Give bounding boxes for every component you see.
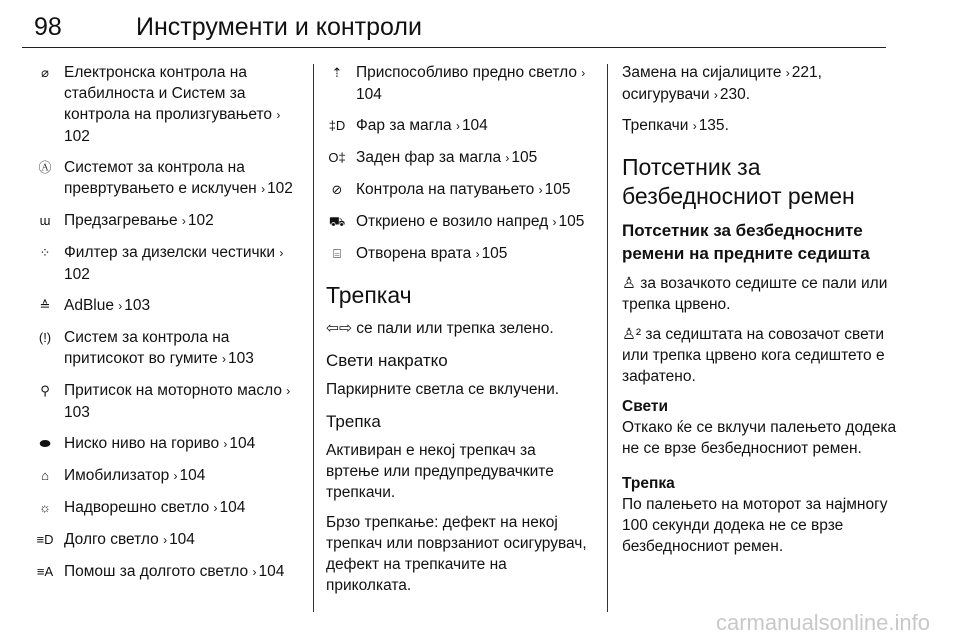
indicator-text: Систем за контрола на притисокот во гумите	[64, 329, 230, 367]
driver-seat-text: ♙ за возачкото седиште се пали или трепка црвено.	[622, 275, 888, 313]
front-seat-heading: Потсетник за безбедносните ремени на предните седишта	[622, 221, 870, 263]
low-fuel-icon: ⬬	[39, 436, 51, 451]
turn-signal-heading: Трепкач	[326, 282, 412, 308]
passenger-seat-text: ♙² за седиштата на совозачот свети или трепка црвено кога седиштето е зафатено.	[622, 326, 885, 385]
indicator-text: Надворешно светло	[64, 499, 214, 516]
indicator-text: Отворена врата	[356, 245, 476, 262]
column-3	[622, 62, 898, 566]
page-ref-icon: ›	[692, 119, 697, 133]
page-ref: 105	[558, 213, 585, 230]
page-ref: 104	[219, 499, 246, 516]
indicator-entry	[34, 62, 304, 147]
page-ref-icon: ›	[505, 151, 510, 165]
page-ref: 104	[356, 86, 382, 103]
stop-start-off-icon: Ⓐ	[38, 160, 52, 175]
adaptive-light-icon: ⇡	[331, 65, 343, 80]
indicator-text: Предзагревање	[64, 212, 182, 229]
page-ref-icon: ›	[286, 384, 291, 398]
indicator-entry	[326, 115, 588, 137]
indicator-entry	[34, 529, 304, 551]
page-ref: 104	[461, 117, 488, 134]
page-ref-icon: ›	[785, 66, 790, 80]
indicator-entry	[34, 295, 304, 317]
blinkers-ref-text: Трепкачи › 135.	[622, 115, 898, 137]
page-number: 98	[34, 13, 62, 41]
indicator-entry	[326, 62, 588, 105]
indicator-entry	[326, 211, 588, 233]
immobiliser-icon: ⌂	[41, 468, 49, 483]
indicator-list	[326, 62, 588, 265]
page-ref-icon: ›	[261, 182, 266, 196]
indicator-entry	[326, 243, 588, 265]
indicator-entry	[34, 561, 304, 583]
indicator-entry	[34, 327, 304, 370]
seatbelt-icon: ♙	[622, 275, 636, 292]
column-divider	[313, 64, 314, 612]
page-ref-icon: ›	[276, 108, 281, 122]
lit-text: Откако ќе се вклучи палењето додека не се врзе безбедносниот ремен.	[622, 419, 897, 457]
flash-heading: Трепка	[622, 475, 675, 492]
page-ref-icon: ›	[538, 183, 543, 197]
indicator-text: Заден фар за магла	[356, 149, 506, 166]
page-ref: 105	[544, 181, 571, 198]
indicator-entry	[34, 380, 304, 423]
page-ref: 103	[124, 297, 151, 314]
page-ref: 103	[64, 404, 90, 421]
indicator-entry	[34, 497, 304, 519]
turn-signal-text: ⇦⇨ се пали или трепка зелено.	[326, 320, 554, 337]
page-ref-icon: ›	[213, 501, 218, 515]
turn-signal-icon: ⇦⇨	[326, 320, 352, 337]
indicator-text: Филтер за дизелски честички	[64, 244, 280, 261]
high-beam-assist-icon: ≡A	[36, 564, 54, 579]
blink-text-1: Активиран е некој трепкач за вртење или предупредувачките трепкачи.	[326, 442, 554, 501]
page-ref-icon: ›	[222, 352, 226, 366]
adblue-icon: ≙	[39, 298, 51, 313]
indicator-text: AdBlue	[64, 297, 119, 314]
particle-filter-icon: ⁘	[39, 245, 51, 260]
page-ref-icon: ›	[475, 247, 480, 261]
lit-heading: Свети	[622, 398, 669, 415]
rear-fog-light-icon: O‡	[328, 150, 346, 165]
indicator-text: Приспособливо предно светло	[356, 64, 582, 81]
lights-text: Паркирните светла се вклучени.	[326, 381, 560, 398]
indicator-text: Системот за контрола на превртувањето е исклучен	[64, 159, 262, 197]
page-ref: 104	[169, 531, 195, 548]
page-ref-icon: ›	[252, 565, 257, 579]
page-ref-icon: ›	[581, 66, 586, 80]
page-ref-icon: ›	[279, 246, 284, 260]
indicator-text: Притисок на моторното масло	[64, 382, 287, 399]
page-title: Инструменти и контроли	[136, 13, 422, 41]
glow-plug-icon: ɯ	[39, 213, 51, 228]
cruise-control-icon: ⊘	[331, 182, 343, 197]
high-beam-icon: ≡D	[36, 532, 54, 547]
indicator-entry	[34, 210, 304, 232]
flash-text: По палењето на моторот за најмногу 100 секунди додека не се врзе безбедносниот ремен.	[622, 496, 888, 555]
seatbelt-heading: Потсетник за безбедносниот ремен	[622, 154, 855, 209]
indicator-text: Контрола на патувањето	[356, 181, 539, 198]
page-ref-icon: ›	[118, 299, 123, 313]
indicator-text: Имобилизатор	[64, 467, 174, 484]
page-ref-icon: ›	[173, 469, 178, 483]
indicator-text: Откриено е возило напред	[356, 213, 553, 230]
indicator-text: Фар за магла	[356, 117, 456, 134]
indicator-entry	[34, 157, 304, 200]
indicator-text: Долго светло	[64, 531, 164, 548]
indicator-text: Електронска контрола на стабилноста и Систем за контрола на пролизгувањето	[64, 64, 277, 123]
page-ref-icon: ›	[455, 119, 460, 133]
column-1	[34, 62, 304, 593]
page-ref-icon: ›	[713, 88, 718, 102]
seatbelt-passenger-icon: ♙²	[622, 326, 642, 343]
vehicle-ahead-icon: ⛟	[328, 214, 346, 229]
bulb-replacement-text: Замена на сијалиците › 221, осигурувачи › 230.	[622, 62, 898, 106]
column-divider	[607, 64, 608, 612]
page-ref: 102	[64, 266, 90, 283]
indicator-entry	[326, 179, 588, 201]
page-ref-icon: ›	[552, 215, 557, 229]
page-ref-icon: ›	[163, 533, 168, 547]
exterior-light-icon: ☼	[39, 500, 51, 515]
column-2	[326, 62, 588, 605]
indicator-text: Помош за долгото светло	[64, 563, 253, 580]
page-ref: 102	[267, 180, 293, 197]
blink-text-2: Брзо трепкање: дефект на некој трепкач или поврзаниот осигурувач, дефект на трепкачите на приколката.	[326, 514, 587, 594]
indicator-text: Ниско ниво на гориво	[64, 435, 224, 452]
page-ref-icon: ›	[223, 437, 228, 451]
page-ref: 102	[64, 128, 90, 145]
indicator-entry	[34, 465, 304, 487]
lights-heading: Свети накратко	[326, 351, 448, 370]
page-ref: 103	[228, 350, 254, 367]
fog-light-icon: ‡D	[328, 118, 346, 133]
header-rule	[22, 47, 886, 48]
tire-pressure-icon: (!)	[38, 330, 52, 345]
page-ref-icon: ›	[181, 214, 186, 228]
blink-heading: Трепка	[326, 412, 381, 431]
page-ref: 102	[187, 212, 214, 229]
page-ref: 105	[511, 149, 538, 166]
page-ref: 104	[229, 435, 256, 452]
page-header	[22, 0, 938, 48]
page-ref: 104	[179, 467, 206, 484]
watermark: carmanualsonline.info	[715, 610, 930, 635]
indicator-entry	[34, 242, 304, 285]
oil-pressure-icon: ⚲	[40, 383, 50, 398]
page-ref: 104	[258, 563, 285, 580]
esc-off-icon: ⌀	[41, 65, 49, 80]
door-open-icon: ⌸	[333, 246, 341, 261]
indicator-entry	[34, 433, 304, 455]
page-ref: 105	[481, 245, 508, 262]
indicator-entry	[326, 147, 588, 169]
